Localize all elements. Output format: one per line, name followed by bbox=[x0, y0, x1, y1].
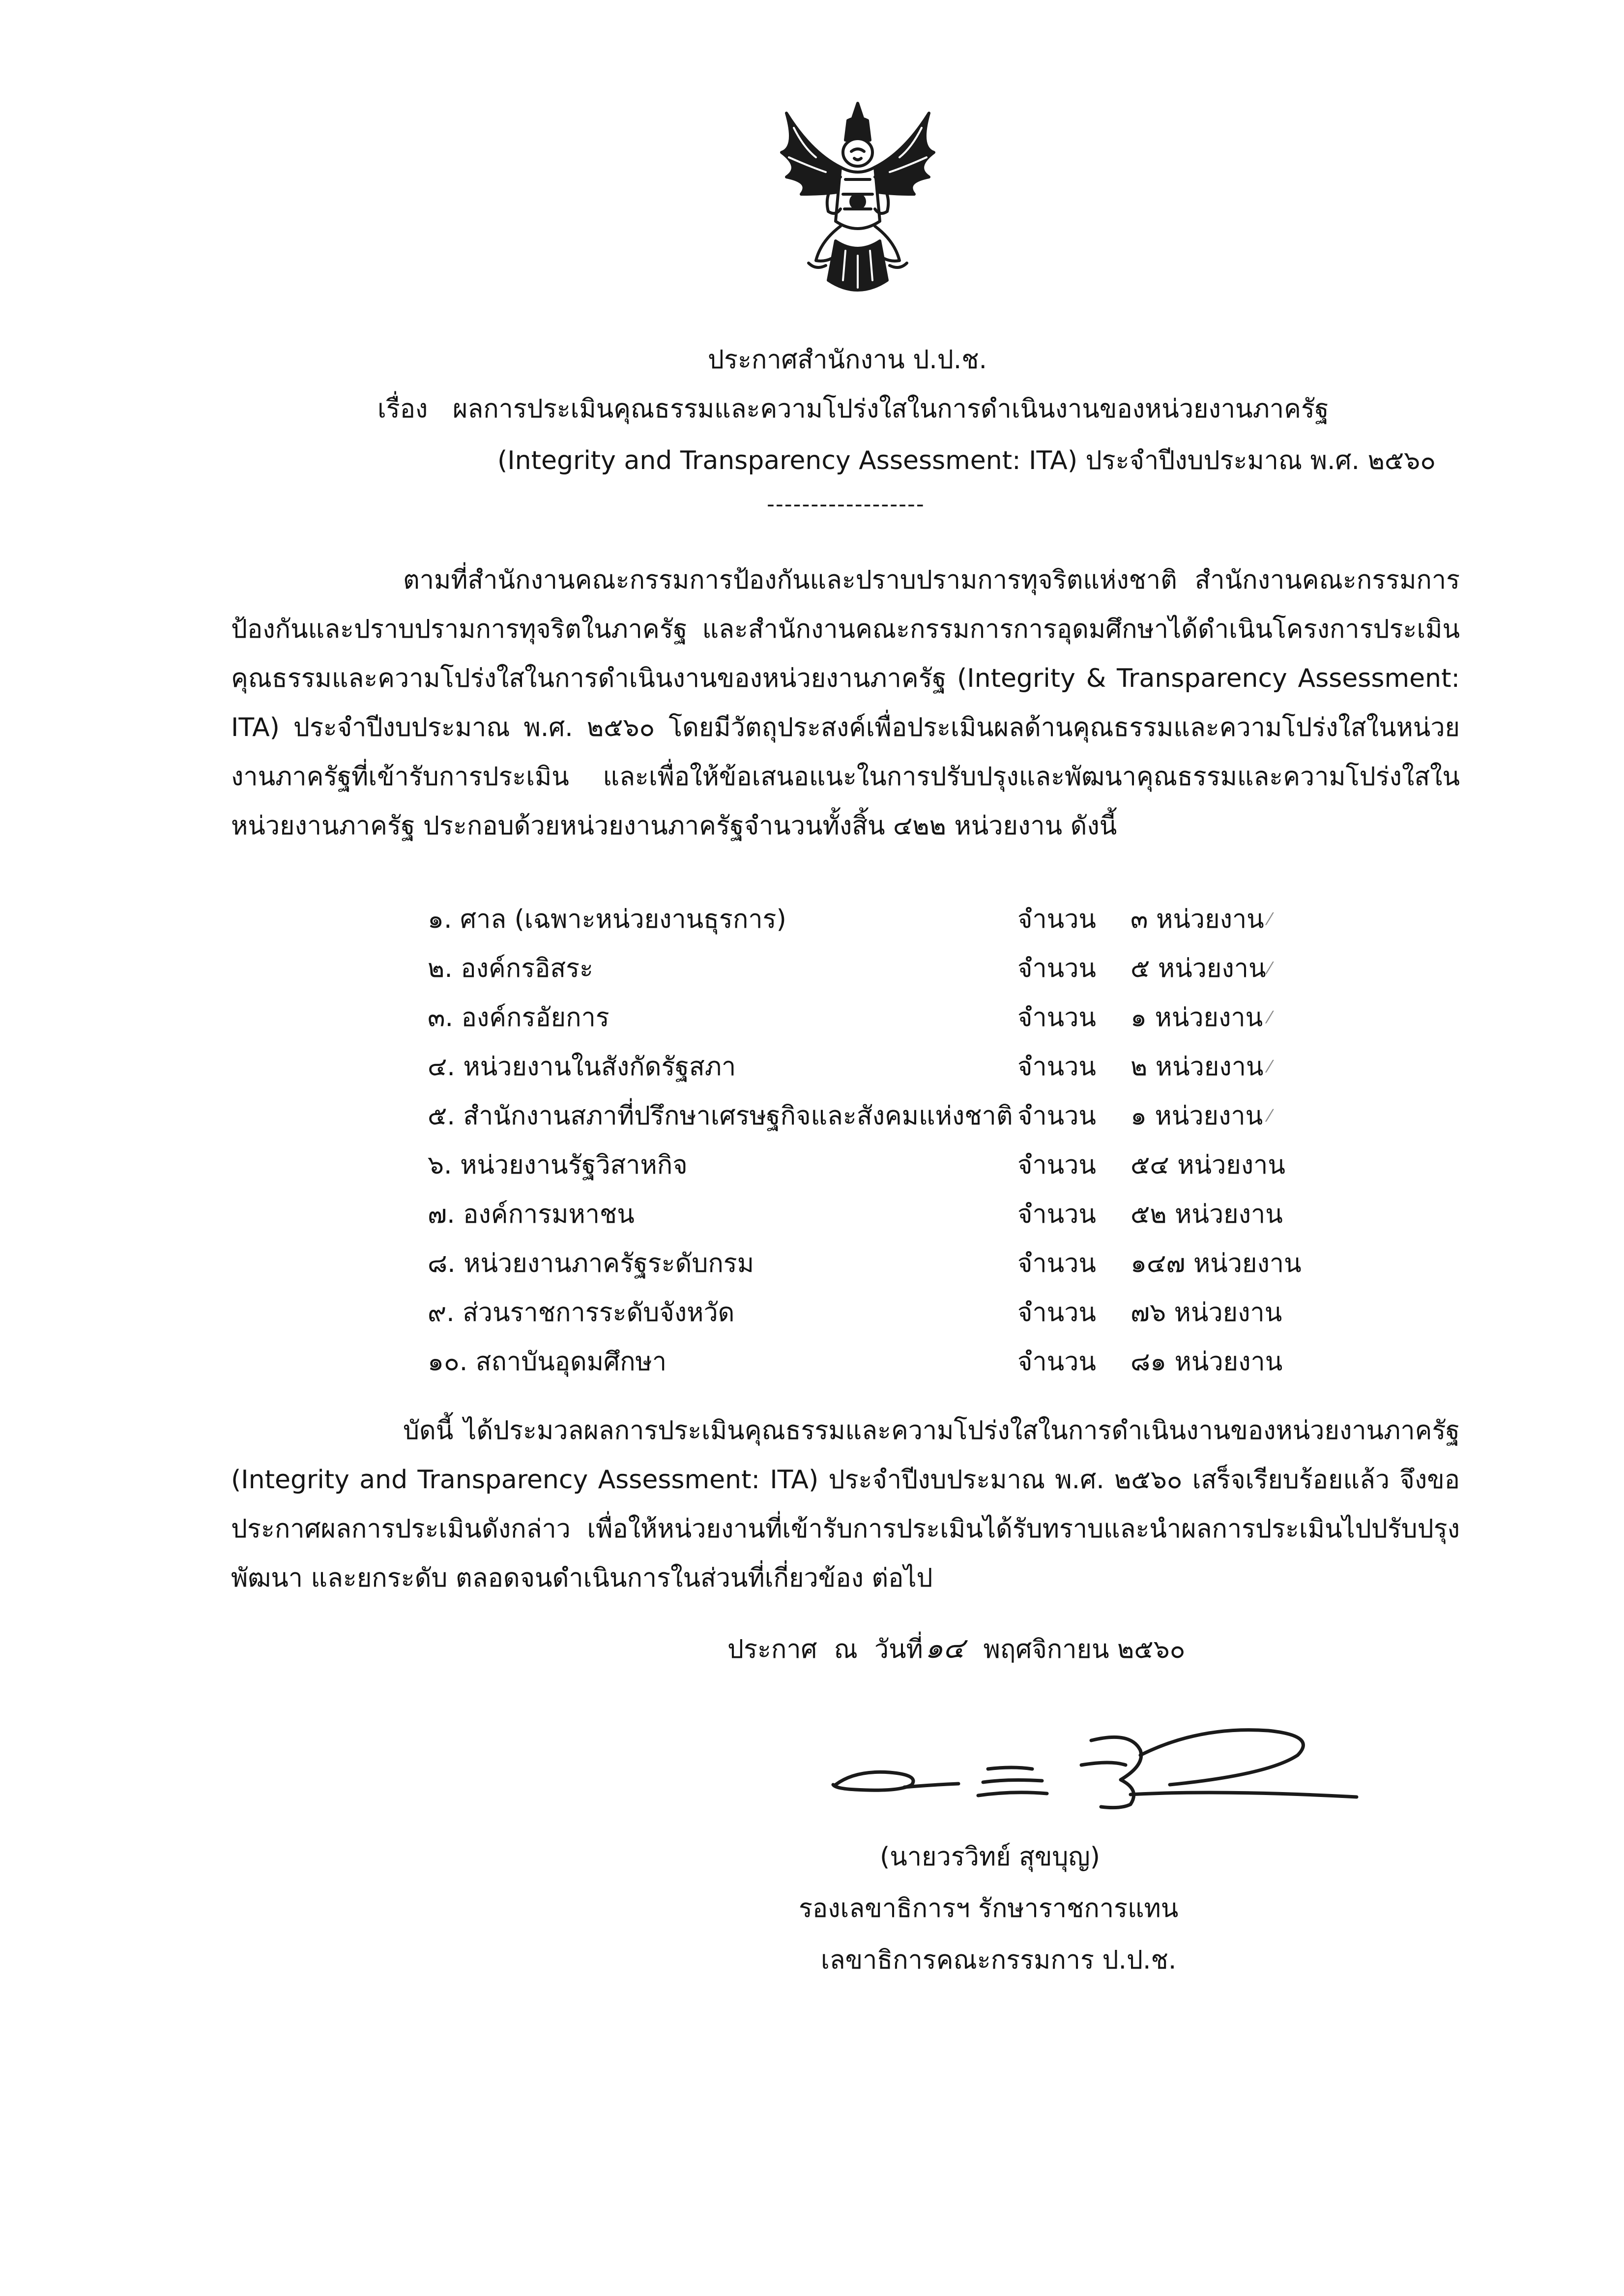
separator-line: ------------------ bbox=[767, 492, 925, 517]
announcement-title: ประกาศสำนักงาน ป.ป.ช. bbox=[708, 345, 987, 375]
pencil-tick-icon: ⁄ bbox=[1268, 1057, 1271, 1077]
item-name: ๕. สำนักงานสภาที่ปรึกษาเศรษฐกิจและสังคมแห่งชาติ bbox=[428, 1101, 1013, 1131]
item-count-label: จำนวน bbox=[1017, 1003, 1096, 1032]
pencil-tick-icon: ⁄ bbox=[1268, 1008, 1271, 1028]
pencil-tick-icon: ⁄ bbox=[1268, 910, 1271, 929]
day-label: วันที่ bbox=[874, 1635, 923, 1664]
item-count-label: จำนวน bbox=[1017, 1249, 1096, 1278]
item-name: ๖. หน่วยงานรัฐวิสาหกิจ bbox=[428, 1150, 688, 1180]
item-count-label: จำนวน bbox=[1017, 1347, 1096, 1377]
item-name: ๙. ส่วนราชการระดับจังหวัด bbox=[428, 1298, 735, 1327]
item-name: ๔. หน่วยงานในสังกัดรัฐสภา bbox=[428, 1052, 736, 1082]
list-item bbox=[428, 1190, 1411, 1239]
item-name: ๓. องค์กรอัยการ bbox=[428, 1003, 609, 1032]
item-count: ๑๔๗ หน่วยงาน bbox=[1131, 1249, 1302, 1278]
item-count-label: จำนวน bbox=[1017, 954, 1096, 983]
subject-row bbox=[377, 393, 1329, 425]
item-count: ๑ หน่วยงาน bbox=[1131, 1003, 1263, 1032]
item-count-label: จำนวน bbox=[1017, 905, 1096, 934]
list-item bbox=[428, 1337, 1411, 1386]
item-count: ๒ หน่วยงาน bbox=[1131, 1052, 1264, 1082]
item-count: ๕ หน่วยงาน bbox=[1131, 954, 1266, 983]
item-count-label: จำนวน bbox=[1017, 1052, 1096, 1082]
handwritten-signature bbox=[826, 1711, 1366, 1814]
intro-paragraph: ตามที่สำนักงานคณะกรรมการป้องกันและปราบปรามการทุจริตแห่งชาติ สำนักงานคณะกรรมการป้องกันและปราบปรามการทุจริตในภาครัฐ และสำนักงานคณะกรรมการการอุดมศึกษาได้ดำเนินโครงการประเมินคุณธรรมและความโปร่งใสในการดำเนินงานของหน่วยงานภาครัฐ (Integrity & Transparency Assessment: ITA) ประจำปีงบประมาณ พ.ศ. ๒๕๖๐ โดยมีวัตถุประสงค์เพื่อประเมินผลด้านคุณธรรมและความโปร่งใสในหน่วยงานภาครัฐที่เข้ารับการประเมิน และเพื่อให้ข้อเสนอแนะในการปรับปรุงและพัฒนาคุณธรรมและความโปร่งใสในหน่วยงานภาครัฐ ประกอบด้วยหน่วยงานภาครัฐจำนวนทั้งสิ้น ๔๒๒ หน่วยงาน ดังนี้ bbox=[231, 565, 1460, 841]
conclusion-paragraph: บัดนี้ ได้ประมวลผลการประเมินคุณธรรมและความโปร่งใสในการดำเนินงานของหน่วยงานภาครัฐ (Integrity and Transparency Assessment: ITA) ประจำปีงบประมาณ พ.ศ. ๒๕๖๐ เสร็จเรียบร้อยแล้ว จึงขอประกาศผลการประเมินดังกล่าว เพื่อให้หน่วยงานที่เข้ารับการประเมินได้รับทราบและนำผลการประเมินไปปรับปรุง พัฒนา และยกระดับ ตลอดจนดำเนินการในส่วนที่เกี่ยวข้อง ต่อไป bbox=[231, 1416, 1460, 1593]
item-count: ๕๒ หน่วยงาน bbox=[1131, 1200, 1283, 1229]
item-count: ๓ หน่วยงาน bbox=[1131, 905, 1264, 934]
signer-name: (นายวรวิทย์ สุขบุญ) bbox=[880, 1842, 1100, 1872]
item-count: ๑ หน่วยงาน bbox=[1131, 1101, 1263, 1131]
item-count-label: จำนวน bbox=[1017, 1101, 1096, 1131]
handwritten-day: ๑๔ bbox=[925, 1631, 965, 1665]
item-count: ๕๔ หน่วยงาน bbox=[1131, 1150, 1285, 1180]
item-count-label: จำนวน bbox=[1017, 1150, 1096, 1180]
list-item bbox=[428, 944, 1411, 993]
item-count-label: จำนวน bbox=[1017, 1200, 1096, 1229]
item-name: ๘. หน่วยงานภาครัฐระดับกรม bbox=[428, 1249, 754, 1278]
subject-text: ผลการประเมินคุณธรรมและความโปร่งใสในการดำเนินงานของหน่วยงานภาครัฐ bbox=[452, 394, 1329, 424]
at-label: ณ bbox=[834, 1635, 858, 1664]
list-item bbox=[428, 993, 1411, 1042]
subject-continuation: (Integrity and Transparency Assessment: ITA) ประจำปีงบประมาณ พ.ศ. ๒๕๖๐ bbox=[497, 446, 1436, 475]
item-name: ๗. องค์การมหาชน bbox=[428, 1200, 635, 1229]
signer-position-1: รองเลขาธิการฯ รักษาราชการแทน bbox=[799, 1894, 1179, 1923]
garuda-emblem-icon bbox=[767, 93, 949, 310]
item-count: ๘๑ หน่วยงาน bbox=[1131, 1347, 1283, 1377]
pencil-tick-icon: ⁄ bbox=[1268, 959, 1271, 978]
agency-list bbox=[428, 895, 1411, 1386]
item-count-label: จำนวน bbox=[1017, 1298, 1096, 1327]
item-name: ๑๐. สถาบันอุดมศึกษา bbox=[428, 1347, 667, 1377]
item-name: ๑. ศาล (เฉพาะหน่วยงานธุรการ) bbox=[428, 905, 786, 934]
month-year: พฤศจิกายน ๒๕๖๐ bbox=[983, 1635, 1186, 1664]
list-item bbox=[428, 1091, 1411, 1141]
item-name: ๒. องค์กรอิสระ bbox=[428, 954, 593, 983]
list-item bbox=[428, 895, 1411, 944]
item-count: ๗๖ หน่วยงาน bbox=[1131, 1298, 1282, 1327]
subject-label: เรื่อง bbox=[377, 394, 428, 424]
list-item bbox=[428, 1141, 1411, 1190]
pencil-tick-icon: ⁄ bbox=[1268, 1106, 1271, 1126]
list-item bbox=[428, 1042, 1411, 1091]
announcement-date bbox=[727, 1632, 1185, 1665]
announced-label: ประกาศ bbox=[727, 1635, 817, 1664]
signer-position-2: เลขาธิการคณะกรรมการ ป.ป.ช. bbox=[821, 1945, 1177, 1975]
list-item bbox=[428, 1288, 1411, 1337]
list-item bbox=[428, 1239, 1411, 1288]
